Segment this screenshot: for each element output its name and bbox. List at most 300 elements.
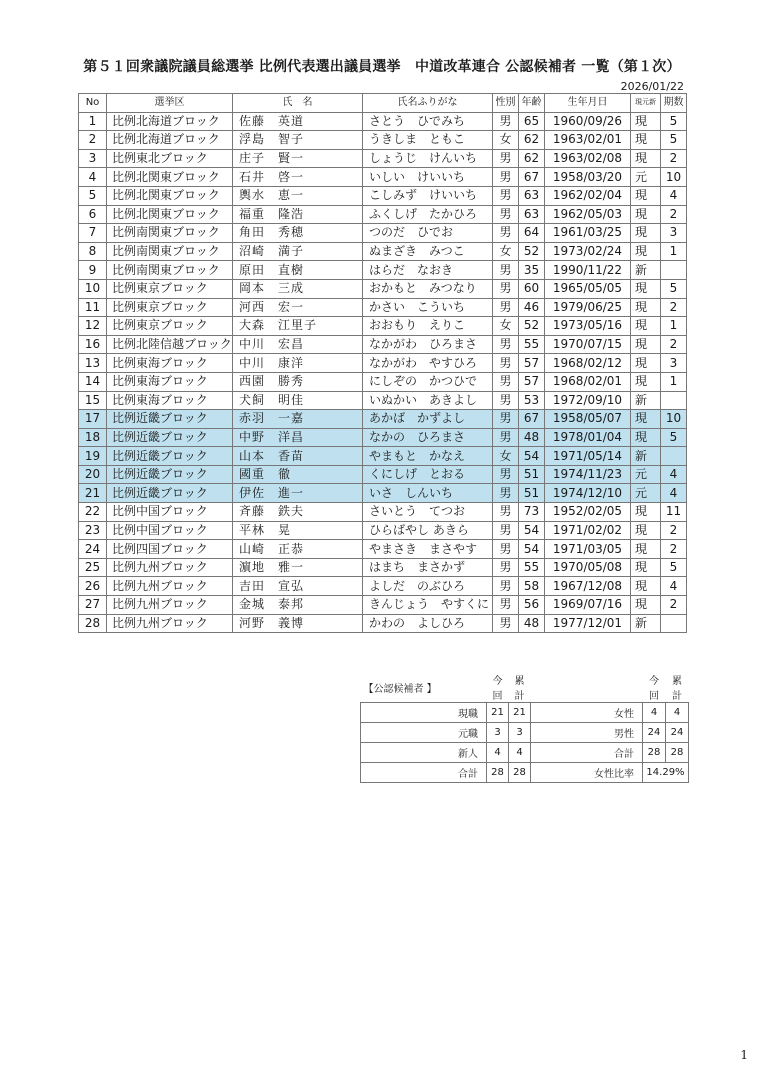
row-district: 比例九州ブロック	[107, 577, 233, 596]
table-row	[79, 261, 687, 280]
table-row	[79, 465, 687, 484]
row-name: 中野 洋昌	[233, 428, 363, 447]
row-district: 比例北海道ブロック	[107, 131, 233, 150]
row-status: 現	[631, 298, 661, 317]
row-gender: 男	[493, 596, 519, 615]
row-gender: 男	[493, 168, 519, 187]
row-gender: 男	[493, 558, 519, 577]
row-status: 元	[631, 168, 661, 187]
summary-heading: 【公認候補者 】	[363, 683, 437, 695]
summary-label: 現職	[361, 703, 487, 723]
row-status: 現	[631, 131, 661, 150]
row-kana: いしい けいいち	[363, 168, 493, 187]
table-row	[79, 428, 687, 447]
row-birthdate: 1971/02/02	[545, 521, 631, 540]
table-row	[79, 279, 687, 298]
row-name: 岡本 三成	[233, 279, 363, 298]
summary-col-total-2: 累計	[672, 676, 682, 702]
row-age: 54	[519, 521, 545, 540]
row-no: 6	[79, 205, 107, 224]
row-district: 比例近畿ブロック	[107, 484, 233, 503]
row-status: 新	[631, 391, 661, 410]
summary-value: 28	[509, 763, 531, 783]
row-status: 新	[631, 261, 661, 280]
row-terms: 5	[661, 112, 687, 131]
row-no: 11	[79, 298, 107, 317]
summary-row	[361, 763, 689, 783]
row-gender: 女	[493, 317, 519, 336]
row-gender: 男	[493, 335, 519, 354]
summary-value: 4	[643, 703, 666, 723]
row-age: 55	[519, 335, 545, 354]
row-gender: 男	[493, 577, 519, 596]
row-name: 吉田 宣弘	[233, 577, 363, 596]
row-no: 10	[79, 279, 107, 298]
table-row	[79, 149, 687, 168]
row-status: 元	[631, 465, 661, 484]
row-no: 27	[79, 596, 107, 615]
row-terms: 2	[661, 596, 687, 615]
row-status: 現	[631, 186, 661, 205]
row-no: 1	[79, 112, 107, 131]
table-row	[79, 503, 687, 522]
row-birthdate: 1972/09/10	[545, 391, 631, 410]
row-no: 3	[79, 149, 107, 168]
row-age: 63	[519, 205, 545, 224]
row-kana: やまもと かなえ	[363, 447, 493, 466]
table-row	[79, 168, 687, 187]
row-birthdate: 1968/02/12	[545, 354, 631, 373]
row-name: 河西 宏一	[233, 298, 363, 317]
row-no: 16	[79, 335, 107, 354]
row-birthdate: 1974/11/23	[545, 465, 631, 484]
row-no: 17	[79, 410, 107, 429]
row-kana: ふくしげ たかひろ	[363, 205, 493, 224]
row-kana: かわの よしひろ	[363, 614, 493, 633]
row-gender: 女	[493, 447, 519, 466]
row-terms: 10	[661, 168, 687, 187]
row-district: 比例九州ブロック	[107, 596, 233, 615]
row-age: 56	[519, 596, 545, 615]
row-name: 石井 啓一	[233, 168, 363, 187]
table-row	[79, 335, 687, 354]
row-gender: 男	[493, 186, 519, 205]
summary-header-row	[361, 672, 689, 703]
table-header-row	[79, 94, 687, 113]
row-gender: 男	[493, 410, 519, 429]
summary-value: 24	[643, 723, 666, 743]
row-name: 赤羽 一嘉	[233, 410, 363, 429]
summary-label: 新人	[361, 743, 487, 763]
row-status: 現	[631, 205, 661, 224]
row-birthdate: 1990/11/22	[545, 261, 631, 280]
summary-value: 28	[666, 743, 689, 763]
row-age: 67	[519, 410, 545, 429]
row-terms: 1	[661, 372, 687, 391]
row-name: 平林 晃	[233, 521, 363, 540]
row-no: 13	[79, 354, 107, 373]
table-row	[79, 224, 687, 243]
row-no: 25	[79, 558, 107, 577]
row-age: 73	[519, 503, 545, 522]
summary-value: 3	[487, 723, 509, 743]
row-status: 現	[631, 596, 661, 615]
row-gender: 男	[493, 503, 519, 522]
row-name: 濵地 雅一	[233, 558, 363, 577]
row-age: 55	[519, 558, 545, 577]
row-birthdate: 1977/12/01	[545, 614, 631, 633]
row-kana: にしぞの かつひで	[363, 372, 493, 391]
row-district: 比例北関東ブロック	[107, 186, 233, 205]
row-no: 20	[79, 465, 107, 484]
header-status: 現元新	[631, 94, 661, 113]
row-kana: おおもり えりこ	[363, 317, 493, 336]
row-gender: 男	[493, 614, 519, 633]
row-no: 8	[79, 242, 107, 261]
row-birthdate: 1974/12/10	[545, 484, 631, 503]
row-district: 比例北海道ブロック	[107, 112, 233, 131]
row-kana: ぬまざき みつこ	[363, 242, 493, 261]
row-no: 28	[79, 614, 107, 633]
row-no: 12	[79, 317, 107, 336]
row-gender: 女	[493, 131, 519, 150]
summary-row	[361, 743, 689, 763]
row-age: 52	[519, 242, 545, 261]
row-terms	[661, 447, 687, 466]
header-name: 氏 名	[233, 94, 363, 113]
row-status: 現	[631, 372, 661, 391]
row-no: 5	[79, 186, 107, 205]
row-no: 18	[79, 428, 107, 447]
row-birthdate: 1971/03/05	[545, 540, 631, 559]
table-row	[79, 186, 687, 205]
row-no: 26	[79, 577, 107, 596]
table-row	[79, 205, 687, 224]
table-row	[79, 521, 687, 540]
row-gender: 男	[493, 465, 519, 484]
row-status: 現	[631, 540, 661, 559]
summary-value: 21	[509, 703, 531, 723]
row-terms: 5	[661, 558, 687, 577]
row-birthdate: 1967/12/08	[545, 577, 631, 596]
row-kana: いさ しんいち	[363, 484, 493, 503]
row-gender: 女	[493, 242, 519, 261]
summary-col-now-2: 今回	[649, 676, 659, 702]
row-name: 中川 康洋	[233, 354, 363, 373]
row-birthdate: 1971/05/14	[545, 447, 631, 466]
document-date: 2026/01/22	[620, 80, 684, 93]
row-age: 67	[519, 168, 545, 187]
row-gender: 男	[493, 298, 519, 317]
summary-label: 合計	[531, 743, 643, 763]
row-terms: 5	[661, 131, 687, 150]
row-name: 中川 宏昌	[233, 335, 363, 354]
row-gender: 男	[493, 428, 519, 447]
row-kana: さいとう てつお	[363, 503, 493, 522]
row-terms: 3	[661, 224, 687, 243]
row-gender: 男	[493, 224, 519, 243]
summary-value: 4	[509, 743, 531, 763]
row-status: 現	[631, 279, 661, 298]
row-name: 山崎 正恭	[233, 540, 363, 559]
row-district: 比例近畿ブロック	[107, 410, 233, 429]
row-name: 角田 秀穂	[233, 224, 363, 243]
row-status: 現	[631, 410, 661, 429]
row-kana: いぬかい あきよし	[363, 391, 493, 410]
row-age: 53	[519, 391, 545, 410]
row-terms: 3	[661, 354, 687, 373]
summary-value: 24	[666, 723, 689, 743]
header-birthdate: 生年月日	[545, 94, 631, 113]
row-district: 比例南関東ブロック	[107, 224, 233, 243]
row-district: 比例近畿ブロック	[107, 428, 233, 447]
row-status: 現	[631, 317, 661, 336]
table-row	[79, 391, 687, 410]
row-birthdate: 1978/01/04	[545, 428, 631, 447]
row-birthdate: 1969/07/16	[545, 596, 631, 615]
row-district: 比例北陸信越ブロック	[107, 335, 233, 354]
row-birthdate: 1961/03/25	[545, 224, 631, 243]
row-age: 57	[519, 354, 545, 373]
header-gender: 性別	[493, 94, 519, 113]
summary-col-now: 今回	[492, 676, 503, 702]
row-district: 比例九州ブロック	[107, 614, 233, 633]
row-name: 國重 徹	[233, 465, 363, 484]
row-district: 比例東海ブロック	[107, 354, 233, 373]
row-kana: はまち まさかず	[363, 558, 493, 577]
row-birthdate: 1962/05/03	[545, 205, 631, 224]
row-district: 比例南関東ブロック	[107, 261, 233, 280]
row-district: 比例東京ブロック	[107, 298, 233, 317]
row-district: 比例東海ブロック	[107, 372, 233, 391]
row-gender: 男	[493, 149, 519, 168]
summary-value: 28	[643, 743, 666, 763]
row-kana: ひらばやし あきら	[363, 521, 493, 540]
table-row	[79, 614, 687, 633]
header-kana: 氏名ふりがな	[363, 94, 493, 113]
row-age: 60	[519, 279, 545, 298]
row-name: 大森 江里子	[233, 317, 363, 336]
row-district: 比例東京ブロック	[107, 317, 233, 336]
row-age: 48	[519, 428, 545, 447]
row-gender: 男	[493, 484, 519, 503]
row-terms: 10	[661, 410, 687, 429]
row-birthdate: 1958/05/07	[545, 410, 631, 429]
header-no: No	[79, 94, 107, 113]
summary-label: 合計	[361, 763, 487, 783]
table-row	[79, 372, 687, 391]
table-row	[79, 596, 687, 615]
summary-value: 4	[487, 743, 509, 763]
row-name: 斉藤 鉄夫	[233, 503, 363, 522]
row-terms: 4	[661, 484, 687, 503]
row-kana: くにしげ とおる	[363, 465, 493, 484]
table-row	[79, 577, 687, 596]
row-no: 14	[79, 372, 107, 391]
row-name: 浮島 智子	[233, 131, 363, 150]
row-kana: きんじょう やすくに	[363, 596, 493, 615]
row-name: 原田 直樹	[233, 261, 363, 280]
row-kana: こしみず けいいち	[363, 186, 493, 205]
row-status: 現	[631, 503, 661, 522]
row-terms: 5	[661, 428, 687, 447]
row-status: 現	[631, 558, 661, 577]
row-district: 比例近畿ブロック	[107, 465, 233, 484]
table-row	[79, 410, 687, 429]
row-kana: なかの ひろまさ	[363, 428, 493, 447]
row-no: 23	[79, 521, 107, 540]
row-age: 52	[519, 317, 545, 336]
row-status: 現	[631, 354, 661, 373]
row-age: 48	[519, 614, 545, 633]
row-kana: よしだ のぶひろ	[363, 577, 493, 596]
row-kana: あかば かずよし	[363, 410, 493, 429]
document-title: 第５１回衆議院議員総選挙 比例代表選出議員選挙 中道改革連合 公認候補者 一覧（第１次）	[83, 59, 681, 75]
summary-value: 3	[509, 723, 531, 743]
row-birthdate: 1960/09/26	[545, 112, 631, 131]
row-status: 現	[631, 428, 661, 447]
row-terms: 1	[661, 317, 687, 336]
row-gender: 男	[493, 261, 519, 280]
row-status: 現	[631, 521, 661, 540]
row-age: 65	[519, 112, 545, 131]
summary-value: 28	[487, 763, 509, 783]
row-kana: うきしま ともこ	[363, 131, 493, 150]
row-district: 比例近畿ブロック	[107, 447, 233, 466]
row-age: 35	[519, 261, 545, 280]
table-row	[79, 298, 687, 317]
row-terms: 11	[661, 503, 687, 522]
row-district: 比例東北ブロック	[107, 149, 233, 168]
table-row	[79, 558, 687, 577]
candidate-table	[78, 93, 687, 633]
row-terms: 4	[661, 186, 687, 205]
table-row	[79, 354, 687, 373]
row-kana: つのだ ひでお	[363, 224, 493, 243]
table-row	[79, 317, 687, 336]
row-district: 比例中国ブロック	[107, 503, 233, 522]
row-name: 西園 勝秀	[233, 372, 363, 391]
summary-label: 元職	[361, 723, 487, 743]
summary-value: 21	[487, 703, 509, 723]
page-number: 1	[740, 1048, 748, 1062]
row-name: 伊佐 進一	[233, 484, 363, 503]
row-birthdate: 1979/06/25	[545, 298, 631, 317]
row-no: 7	[79, 224, 107, 243]
row-name: 輿水 恵一	[233, 186, 363, 205]
summary-label: 男性	[531, 723, 643, 743]
row-gender: 男	[493, 205, 519, 224]
row-status: 新	[631, 447, 661, 466]
summary-row	[361, 723, 689, 743]
row-district: 比例九州ブロック	[107, 558, 233, 577]
summary-label: 女性比率	[531, 763, 643, 783]
row-gender: 男	[493, 112, 519, 131]
row-kana: さとう ひでみち	[363, 112, 493, 131]
row-gender: 男	[493, 391, 519, 410]
row-birthdate: 1963/02/08	[545, 149, 631, 168]
row-kana: しょうじ けんいち	[363, 149, 493, 168]
row-terms	[661, 614, 687, 633]
row-name: 福重 隆浩	[233, 205, 363, 224]
row-birthdate: 1973/02/24	[545, 242, 631, 261]
female-ratio-value: 14.29%	[643, 763, 689, 783]
row-birthdate: 1958/03/20	[545, 168, 631, 187]
summary-table	[360, 672, 689, 783]
row-age: 51	[519, 465, 545, 484]
row-district: 比例中国ブロック	[107, 521, 233, 540]
row-status: 現	[631, 242, 661, 261]
table-row	[79, 242, 687, 261]
row-no: 19	[79, 447, 107, 466]
row-kana: なかがわ やすひろ	[363, 354, 493, 373]
row-district: 比例東海ブロック	[107, 391, 233, 410]
row-name: 河野 義博	[233, 614, 363, 633]
header-terms: 期数	[661, 94, 687, 113]
row-terms: 2	[661, 335, 687, 354]
row-terms: 4	[661, 465, 687, 484]
row-birthdate: 1962/02/04	[545, 186, 631, 205]
row-terms: 2	[661, 521, 687, 540]
row-kana: なかがわ ひろまさ	[363, 335, 493, 354]
row-no: 22	[79, 503, 107, 522]
row-gender: 男	[493, 372, 519, 391]
table-row	[79, 484, 687, 503]
row-no: 21	[79, 484, 107, 503]
row-status: 現	[631, 577, 661, 596]
row-terms: 4	[661, 577, 687, 596]
row-terms	[661, 391, 687, 410]
row-no: 2	[79, 131, 107, 150]
row-name: 佐藤 英道	[233, 112, 363, 131]
row-terms: 5	[661, 279, 687, 298]
row-no: 4	[79, 168, 107, 187]
summary-col-total: 累計	[514, 676, 525, 702]
header-district: 選挙区	[107, 94, 233, 113]
row-age: 57	[519, 372, 545, 391]
table-row	[79, 131, 687, 150]
table-row	[79, 112, 687, 131]
row-age: 62	[519, 131, 545, 150]
row-terms: 2	[661, 205, 687, 224]
row-district: 比例北関東ブロック	[107, 205, 233, 224]
summary-label: 女性	[531, 703, 643, 723]
summary-value: 4	[666, 703, 689, 723]
row-kana: おかもと みつなり	[363, 279, 493, 298]
row-district: 比例南関東ブロック	[107, 242, 233, 261]
row-district: 比例四国ブロック	[107, 540, 233, 559]
row-age: 63	[519, 186, 545, 205]
row-status: 現	[631, 112, 661, 131]
row-kana: やまさき まさやす	[363, 540, 493, 559]
row-age: 58	[519, 577, 545, 596]
row-status: 現	[631, 224, 661, 243]
summary-row	[361, 703, 689, 723]
row-age: 51	[519, 484, 545, 503]
row-terms: 2	[661, 298, 687, 317]
row-status: 現	[631, 149, 661, 168]
row-birthdate: 1973/05/16	[545, 317, 631, 336]
row-status: 元	[631, 484, 661, 503]
row-name: 庄子 賢一	[233, 149, 363, 168]
row-name: 金城 泰邦	[233, 596, 363, 615]
row-gender: 男	[493, 540, 519, 559]
row-no: 15	[79, 391, 107, 410]
row-name: 犬飼 明佳	[233, 391, 363, 410]
row-birthdate: 1970/05/08	[545, 558, 631, 577]
row-terms: 2	[661, 540, 687, 559]
table-row	[79, 447, 687, 466]
